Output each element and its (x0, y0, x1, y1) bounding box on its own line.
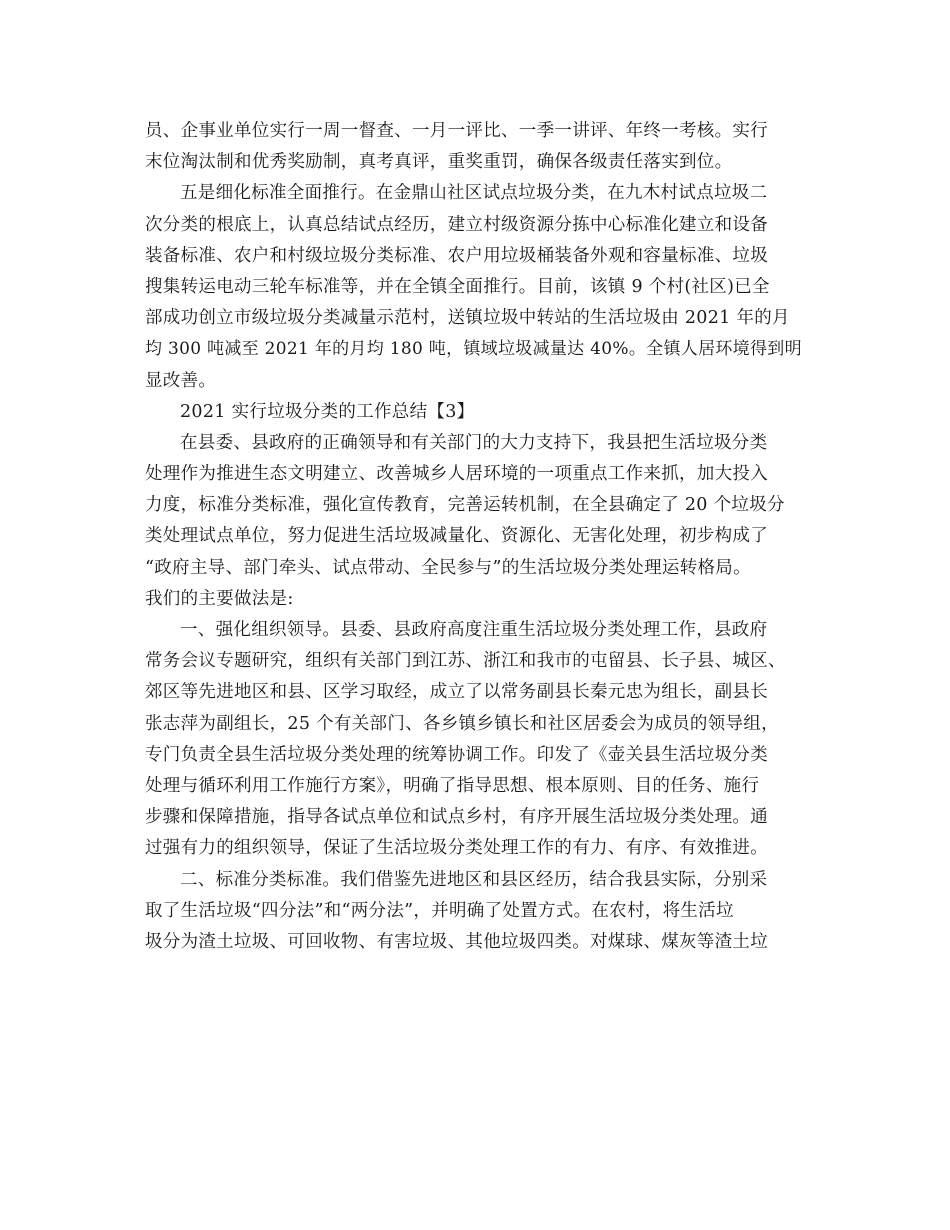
text-line: 均 300 吨减至 2021 年的月均 180 吨，镇域垃圾减量达 40%。全镇人居环境得到明 (145, 339, 802, 360)
text-line: 常务会议专题研究，组织有关部门到江苏、浙江和我市的屯留县、长子县、城区、 (145, 651, 786, 672)
text-line: 郊区等先进地区和县、区学习取经，成立了以常务副县长秦元忠为组长，副县长 (145, 682, 768, 703)
text-line: 装备标准、农户和村级垃圾分类标准、农户用垃圾桶装备外观和容量标准、垃圾 (145, 245, 768, 266)
text-line: 部成功创立市级垃圾分类减量示范村，送镇垃圾中转站的生活垃圾由 2021 年的月 (145, 308, 790, 329)
text-line: 在县委、县政府的正确领导和有关部门的大力支持下，我县把生活垃圾分类 (180, 432, 768, 453)
text-line: 处理与循环利用工作施行方案》，明确了指导思想、根本原则、目的任务、施行 (145, 775, 760, 796)
text-line: 显改善。 (145, 370, 217, 391)
text-line: 搜集转运电动三轮车标准等，并在全镇全面推行。目前，该镇 9 个村(社区)已全 (145, 276, 770, 297)
text-line: 张志萍为副组长，25 个有关部门、各乡镇乡镇长和社区居委会为成员的领导组， (145, 713, 779, 734)
text-line: 次分类的根底上，认真总结试点经历，建立村级资源分拣中心标准化建立和设备 (145, 214, 768, 235)
section-heading: 2021 实行垃圾分类的工作总结【3】 (180, 401, 475, 422)
text-line: 末位淘汰制和优秀奖励制，真考真评，重奖重罚，确保各级责任落实到位。 (145, 152, 733, 173)
text-line: 我们的主要做法是: (145, 588, 294, 609)
text-line: 二、标准分类标准。我们借鉴先进地区和县区经历，结合我县实际，分别采 (180, 869, 768, 890)
text-line: 一、强化组织领导。县委、县政府高度注重生活垃圾分类处理工作，县政府 (180, 620, 768, 640)
document-body (145, 116, 805, 958)
text-line: 过强有力的组织领导，保证了生活垃圾分类处理工作的有力、有序、有效推进。 (145, 838, 768, 859)
text-line: 员、企事业单位实行一周一督查、一月一评比、一季一讲评、年终一考核。实行 (145, 121, 768, 141)
text-line: 类处理试点单位，努力促进生活垃圾减量化、资源化、无害化处理，初步构成了 (145, 526, 768, 547)
text-line: 取了生活垃圾“四分法”和“两分法”，并明确了处置方式。在农村，将生活垃 (145, 900, 734, 921)
text-line: “政府主导、部门牵头、试点带动、全民参与”的生活垃圾分类处理运转格局。 (145, 557, 751, 578)
text-line: 圾分为渣土垃圾、可回收物、有害垃圾、其他垃圾四类。对煤球、煤灰等渣土垃 (145, 931, 768, 952)
text-line: 力度，标准分类标准，强化宣传教育，完善运转机制，在全县确定了 20 个垃圾分 (145, 495, 785, 516)
text-line: 五是细化标准全面推行。在金鼎山社区试点垃圾分类，在九木村试点垃圾二 (180, 183, 768, 204)
text-line: 处理作为推进生态文明建立、改善城乡人居环境的一项重点工作来抓，加大投入 (145, 464, 768, 485)
text-line: 步骤和保障措施，指导各试点单位和试点乡村，有序开展生活垃圾分类处理。通 (145, 807, 768, 828)
text-line: 专门负责全县生活垃圾分类处理的统筹协调工作。印发了《壶关县生活垃圾分类 (145, 744, 768, 765)
